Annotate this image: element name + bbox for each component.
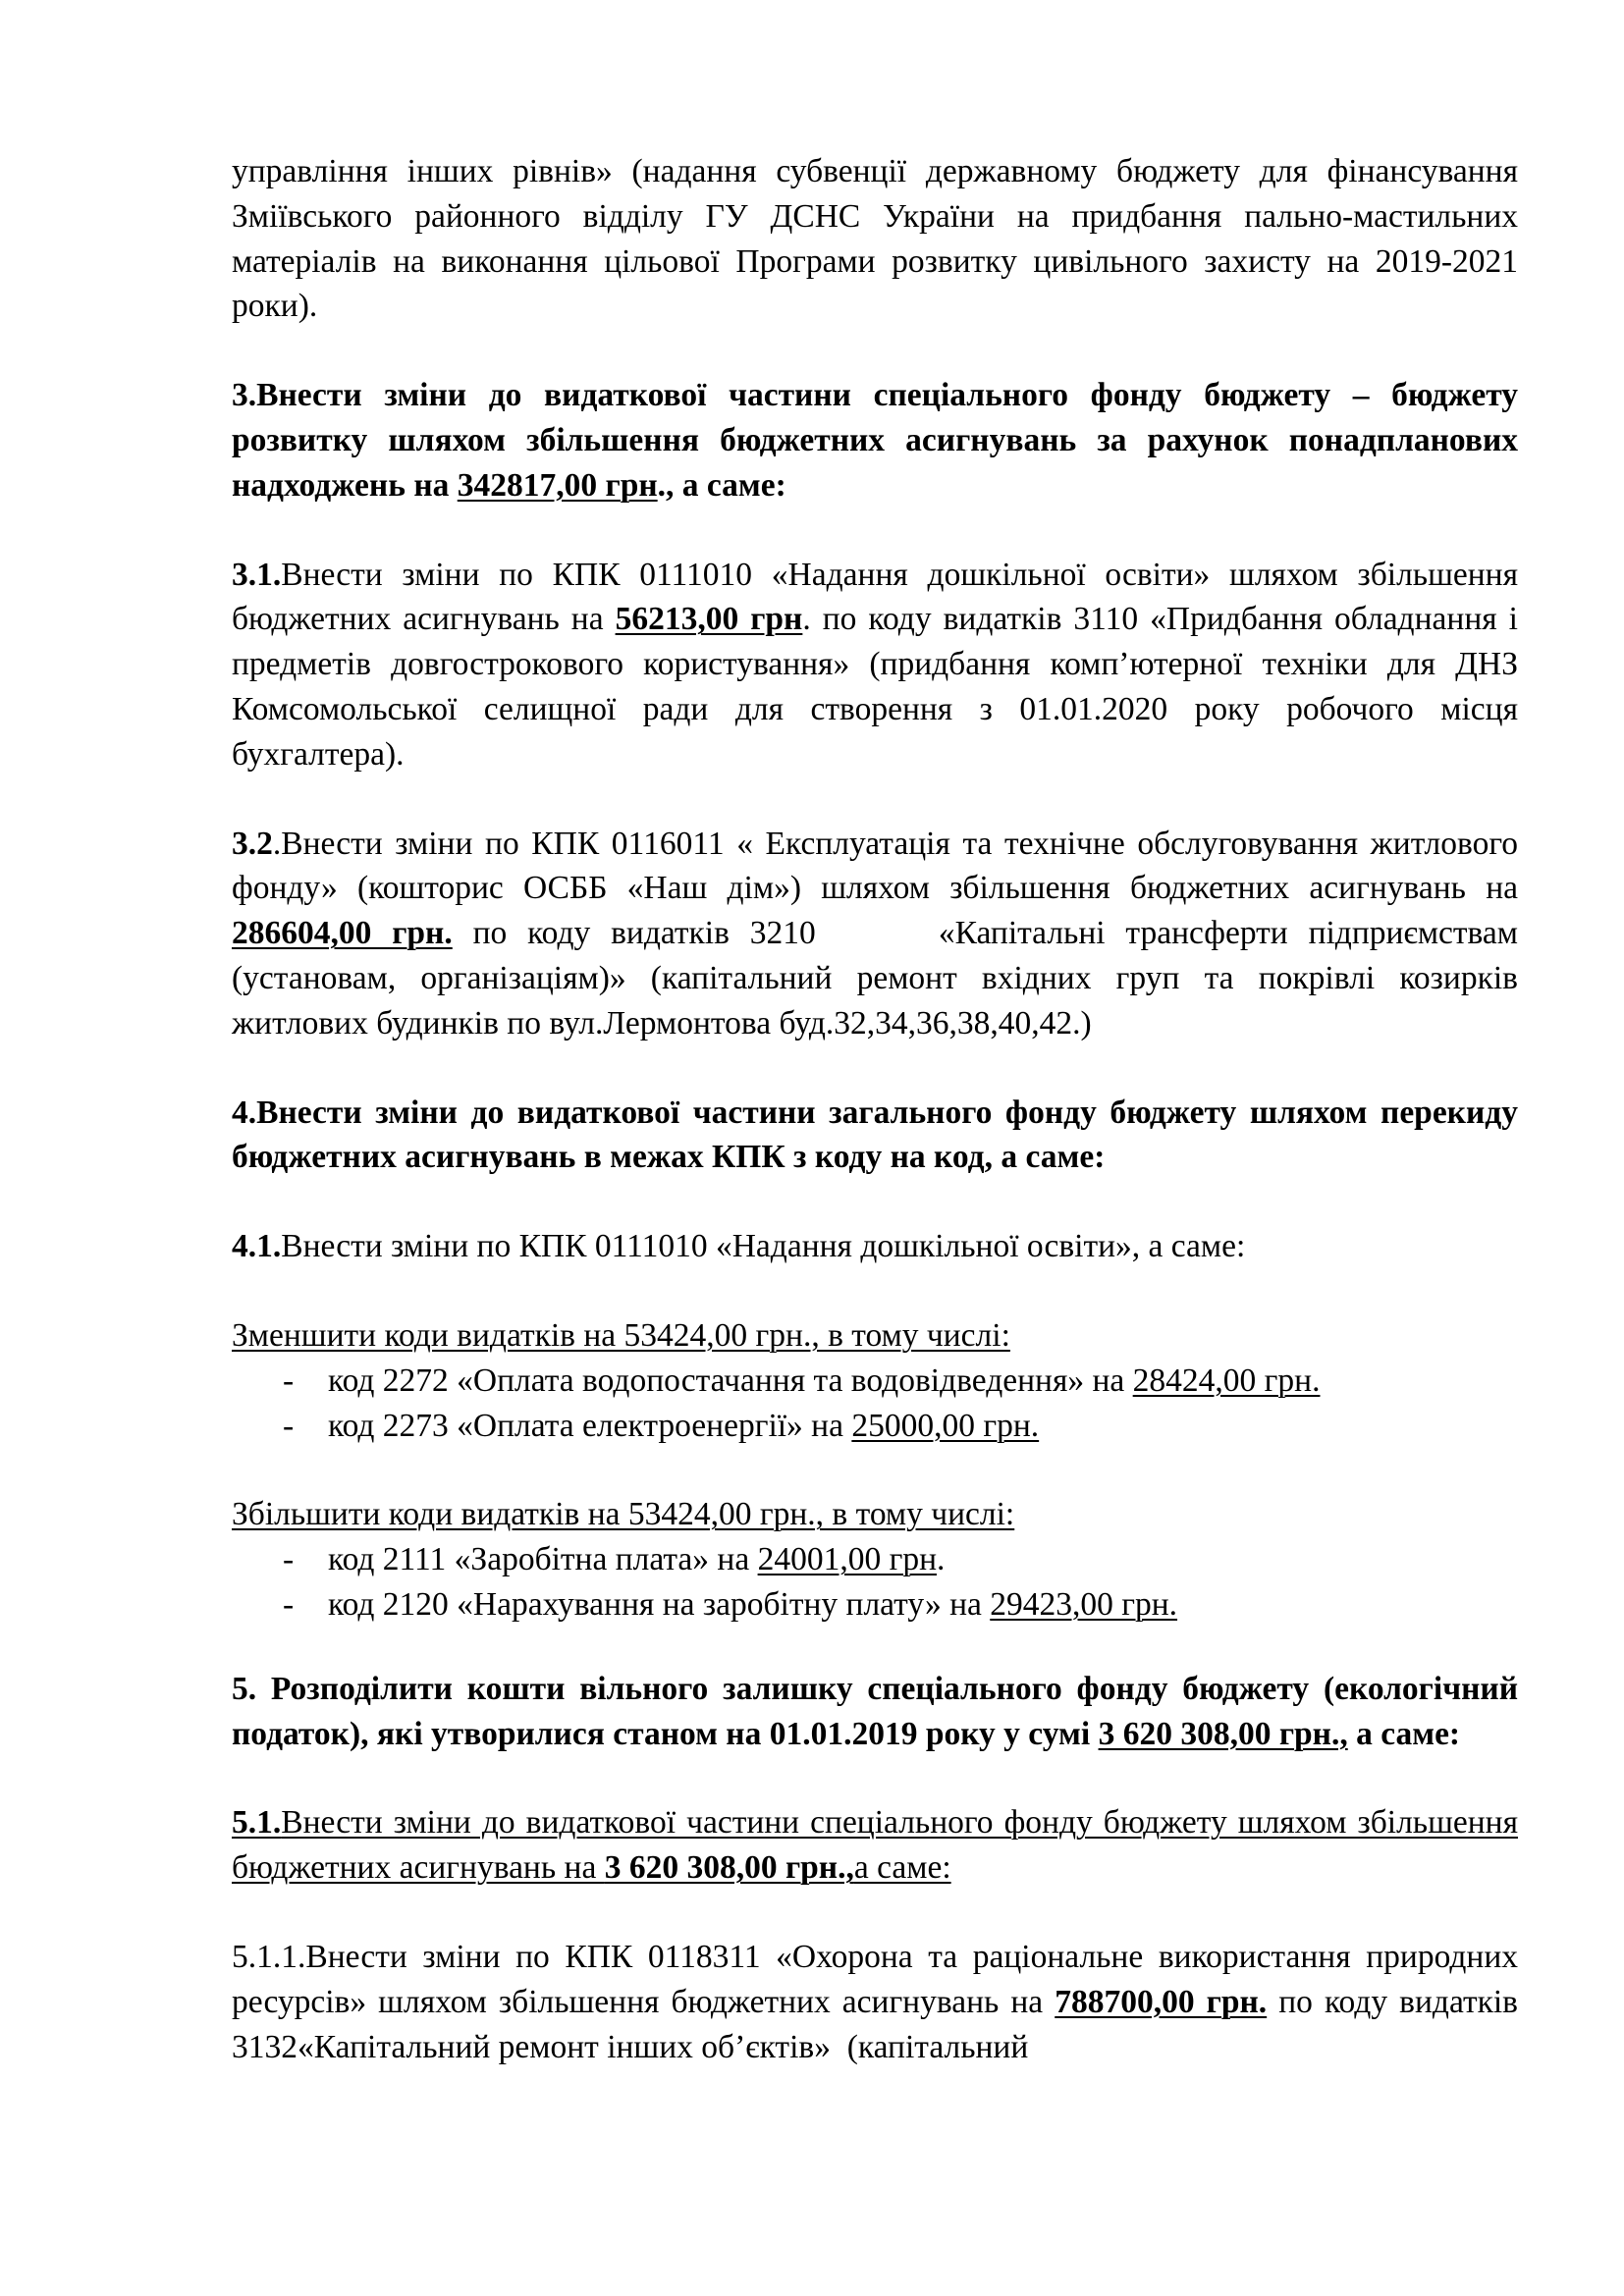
document-page [232,149,1527,2069]
increase-heading-text: Збільшити коди видатків на 53424,00 грн., в тому числі: [232,1496,1015,1533]
section-3 [232,373,1518,507]
item-3-1-number: 3.1. [232,556,282,593]
item-3-1-text-end: . по коду видатків 3110 «Придбання обладнання і предметів довгострокового користування» (придбання комп’ютерної техніки для ДНЗ Комсомольської селищної ради для створення з 01.01.2020 року робочого місця бухгалтера). [232,601,1518,773]
list-item-amount: 25000,00 грн. [851,1407,1040,1444]
list-item-text: код 2272 «Оплата водопостачання та водовідведення» на [328,1362,1133,1399]
item-5-1-text-end: а саме: [853,1849,951,1887]
list-bullet: - [283,1407,295,1444]
list-item-amount: 28424,00 грн. [1132,1362,1321,1399]
item-5-1-number: 5.1. [232,1804,282,1842]
list-item [232,1404,1518,1449]
item-3-1-amount: 56213,00 грн [615,601,803,638]
item-5-1-1 [232,1935,1527,2069]
section-5-amount: 3 620 308,00 грн., [1098,1715,1348,1752]
section-3-text: 3.Внести зміни до видаткової частини спеціального фонду бюджету – бюджету розвитку шляхом збільшення бюджетних асигнувань за рахунок понадпланових надходжень на [232,377,1518,504]
item-3-1-text: Внести зміни по КПК 0111010 «Надання дошкільної освіти» шляхом збільшення бюджетних асигнувань на [232,556,1518,638]
item-5-1-amount: 3 620 308,00 грн., [604,1849,854,1887]
section-3-tail: ., а саме: [657,466,786,504]
item-3-2-text-end: по коду видатків 3210 «Капітальні трансферти підприємствам (установам, організаціям)» (капітальний ремонт вхідних груп та покрівлі козирків житлових будинків по вул.Лермонтова буд.32,34,36,38,40,42.) [232,915,1527,1041]
item-4-1 [232,1224,1518,1269]
item-4-1-text: Внести зміни по КПК 0111010 «Надання дошкільної освіти», а саме: [281,1228,1246,1265]
list-item [232,1537,1518,1582]
decrease-heading [232,1313,1518,1359]
continuation-paragraph: управління інших рівнів» (надання субвенції державному бюджету для фінансування Зміївського районного відділу ГУ ДСНС України на придбання пально-мастильних матеріалів на виконання цільової Програми розвитку цивільного захисту на 2019-2021 роки). [232,153,1518,325]
item-3-2 [232,822,1527,1046]
item-5-1-1-amount: 788700,00 грн. [1055,1983,1268,2020]
item-3-2-amount: 286604,00 грн. [232,915,453,952]
list-bullet: - [283,1585,295,1623]
item-3-2-number: 3.2 [232,825,273,862]
section-5-tail: а саме: [1347,1715,1461,1752]
list-item-amount: 24001,00 грн [757,1541,938,1578]
item-3-1 [232,553,1518,777]
item-4-1-number: 4.1. [232,1228,282,1265]
increase-list [232,1537,1518,1628]
section-5-text: 5. Розподілити кошти вільного залишку спеціального фонду бюджету (екологічний податок), які утворилися станом на 01.01.2019 року у сумі [232,1670,1518,1752]
decrease-list [232,1359,1518,1449]
list-item-text: код 2111 «Заробітна плата» на [328,1541,758,1578]
section-4: 4.Внести зміни до видаткової частини загального фонду бюджету шляхом перекиду бюджетних асигнувань в межах КПК з коду на код, а саме: [232,1094,1518,1176]
item-5-1-1-text: 5.1.1.Внести зміни по КПК 0118311 «Охорона та раціональне використання природних ресурсів» шляхом збільшення бюджетних асигнувань на [232,1938,1518,2020]
increase-heading [232,1492,1518,1537]
decrease-heading-text: Зменшити коди видатків на 53424,00 грн., в тому числі: [232,1316,1010,1354]
list-item-text: код 2273 «Оплата електроенергії» на [328,1407,852,1444]
list-bullet: - [283,1541,295,1578]
list-item [232,1582,1518,1628]
list-item-text: код 2120 «Нарахування на заробітну плату» на [328,1585,991,1623]
list-item-tail: . [937,1541,946,1578]
list-item-amount: 29423,00 грн. [990,1585,1178,1623]
list-bullet: - [283,1362,295,1399]
section-5 [232,1667,1518,1757]
item-5-1-1-text-end: по коду видатків 3132«Капітальний ремонт інших об’єктів» (капітальний [232,1983,1527,2065]
item-5-1-text: Внести зміни до видаткової частини спеціального фонду бюджету шляхом збільшення бюджетних асигнувань на [232,1804,1518,1887]
section-3-amount: 342817,00 грн [457,466,658,504]
item-5-1 [232,1800,1518,1891]
list-item [232,1359,1518,1404]
item-3-2-text: .Внести зміни по КПК 0116011 « Експлуатація та технічне обслуговування житлового фонду» (кошторис ОСББ «Наш дім») шляхом збільшення бюджетних асигнувань на [232,825,1518,907]
